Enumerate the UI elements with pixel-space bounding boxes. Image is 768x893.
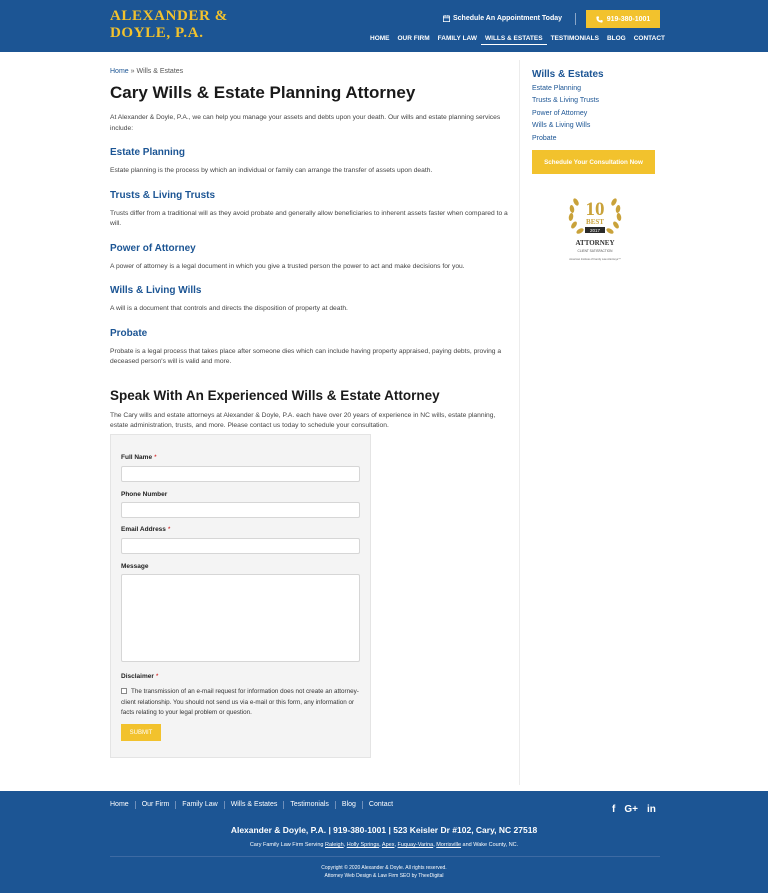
email-label: Email Address * [121, 526, 171, 533]
serving-link-morrisville[interactable]: Morrisville [436, 842, 461, 848]
email-input[interactable] [121, 538, 360, 554]
appointment-label: Schedule An Appointment Today [453, 15, 563, 22]
calendar-icon [443, 15, 450, 22]
badge-subtitle: CLIENT SATISFACTION [577, 249, 613, 253]
phone-button[interactable] [586, 10, 660, 28]
section-heading-trusts: Trusts & Living Trusts [110, 189, 216, 201]
badge-year: 2017 [589, 227, 601, 233]
footer-nav-separator [335, 801, 336, 809]
footer-divider [110, 856, 660, 857]
footer-nav-separator [224, 801, 225, 809]
serving-link-fuquay-varina[interactable]: Fuquay-Varina [397, 842, 434, 848]
contact-heading: Speak With An Experienced Wills & Estate Attorney [110, 387, 440, 403]
footer-nav-separator [283, 801, 284, 809]
google-plus-icon[interactable]: G+ [624, 804, 638, 815]
section-heading-estate-planning: Estate Planning [110, 147, 186, 158]
phone-number: 919-380-1001 [606, 15, 651, 23]
badge-number: 10 [585, 199, 605, 220]
site-logo[interactable] [110, 8, 228, 42]
nav-blog[interactable]: BLOG [606, 35, 626, 42]
footer-nav-our-firm[interactable]: Our Firm [141, 801, 170, 808]
main-content [110, 68, 510, 432]
contact-form [110, 434, 371, 758]
sidebar-link-wills[interactable]: Wills & Living Wills [532, 122, 591, 129]
footer-nav-contact[interactable]: Contact [368, 801, 394, 808]
page-title: Cary Wills & Estate Planning Attorney [110, 83, 416, 102]
sidebar-heading: Wills & Estates [532, 69, 604, 80]
message-label: Message [121, 563, 149, 570]
phone-label: Phone Number [121, 491, 168, 498]
sidebar-link-probate[interactable]: Probate [532, 134, 557, 142]
message-textarea[interactable] [121, 574, 360, 662]
section-text-estate-planning: Estate planning is the process by which an individual or family can arrange the transfer of assets upon death. [110, 167, 433, 174]
footer-serving-line: Cary Family Law Firm Serving Raleigh, Holly Springs, Apex, Fuquay-Varina, Morrisville and Wake County, NC. [249, 842, 519, 848]
footer-nav-blog[interactable]: Blog [341, 801, 356, 808]
sidebar [532, 68, 657, 144]
nav-contact[interactable]: CONTACT [633, 35, 666, 42]
footer-contact-line: Alexander & Doyle, P.A. | 919-380-1001 | 523 Keisler Dr #102, Cary, NC 27518 [230, 825, 538, 835]
footer-nav-wills-estates[interactable]: Wills & Estates [230, 801, 278, 808]
disclaimer-label: Disclaimer * [121, 673, 159, 680]
appointment-link[interactable] [443, 15, 562, 22]
serving-link-raleigh[interactable]: Raleigh [325, 842, 344, 848]
section-text-probate: Probate is a legal process that takes place after someone dies which can include having property appraised, paying debts, proving a deceased person's will is valid and more. [110, 347, 502, 365]
footer-nav-separator [135, 801, 136, 809]
serving-link-apex[interactable]: Apex [381, 842, 395, 848]
credit-link[interactable]: Attorney Web Design & Law Firm SEO by TheeDigital [324, 872, 444, 879]
facebook-icon[interactable]: f [612, 804, 616, 815]
footer-nav-testimonials[interactable]: Testimonials [290, 801, 329, 808]
sidebar-divider [519, 60, 520, 785]
nav-our-firm[interactable]: OUR FIRM [397, 35, 430, 42]
social-links [612, 804, 656, 815]
contact-intro: The Cary wills and estate attorneys at Alexander & Doyle, P.A. each have over 20 years of experience in NC wills, estate planning, estate administration, trusts, and more. Please contact us today to schedule your consultation. [110, 411, 496, 429]
section-heading-probate: Probate [110, 327, 148, 339]
schedule-consultation-button[interactable]: Schedule Your Consultation Now [532, 150, 655, 174]
intro-text: At Alexander & Doyle, P.A., we can help you manage your assets and debts upon your death. Our wills and estate planning services include: [110, 114, 501, 132]
sidebar-link-trusts[interactable]: Trusts & Living Trusts [532, 97, 600, 104]
site-footer [0, 791, 768, 893]
sidebar-link-estate-planning[interactable]: Estate Planning [532, 84, 582, 92]
breadcrumb-home[interactable]: Home [110, 68, 129, 75]
section-heading-wills: Wills & Living Wills [110, 285, 202, 296]
breadcrumb [110, 68, 510, 75]
submit-button[interactable]: SUBMIT [121, 724, 161, 741]
breadcrumb-current: Wills & Estates [136, 68, 184, 75]
footer-nav-separator [362, 801, 363, 809]
disclaimer-text: The transmission of an e-mail request for information does not create an attorney-client relationship. You should not send us via e-mail or this form, any information or facts relating to your legal problem or question. [121, 688, 359, 716]
logo-line-1: ALEXANDER & [110, 8, 228, 24]
sidebar-link-power-of-attorney[interactable]: Power of Attorney [532, 109, 588, 117]
footer-nav-family-law[interactable]: Family Law [182, 801, 218, 808]
nav-wills-estates[interactable]: WILLS & ESTATES [481, 34, 547, 45]
footer-nav-home[interactable]: Home [110, 801, 129, 808]
serving-link-holly-springs[interactable]: Holly Springs [346, 842, 380, 848]
badge-best: BEST [586, 218, 604, 226]
footer-nav-separator [175, 801, 176, 809]
disclaimer-checkbox[interactable] [121, 688, 127, 694]
section-text-trusts: Trusts differ from a traditional will as they avoid probate and generally allow beneficiaries to inherent assets faster when compared to a will. [110, 209, 508, 227]
breadcrumb-separator: » [128, 68, 137, 75]
logo-line-2: DOYLE, P.A. [110, 25, 204, 41]
ten-best-attorney-badge [565, 188, 625, 272]
full-name-input[interactable] [121, 466, 360, 482]
header-divider [575, 13, 576, 25]
section-text-wills: A will is a document that controls and directs the disposition of property at death. [110, 305, 348, 312]
section-text-power-of-attorney: A power of attorney is a legal document in which you give a trusted person the power to act and make decisions for you. [110, 262, 465, 270]
nav-testimonials[interactable]: TESTIMONIALS [550, 35, 599, 42]
footer-copyright [0, 865, 768, 880]
nav-home[interactable]: HOME [370, 35, 390, 42]
full-name-label: Full Name * [121, 454, 157, 461]
main-nav [366, 34, 669, 45]
linkedin-icon[interactable]: in [646, 804, 656, 815]
site-header [0, 0, 768, 52]
phone-icon [596, 16, 603, 23]
footer-nav [110, 800, 393, 810]
phone-input[interactable] [121, 502, 360, 518]
section-heading-power-of-attorney: Power of Attorney [110, 242, 196, 254]
copyright-text: Copyright © 2020 Alexander & Doyle. All rights reserved. [321, 865, 447, 871]
nav-family-law[interactable]: FAMILY LAW [437, 35, 478, 42]
disclaimer [121, 687, 361, 719]
badge-attorney: ATTORNEY [575, 239, 615, 247]
badge-small-text: American Institute of Family Law Attorneys™ [569, 258, 621, 261]
